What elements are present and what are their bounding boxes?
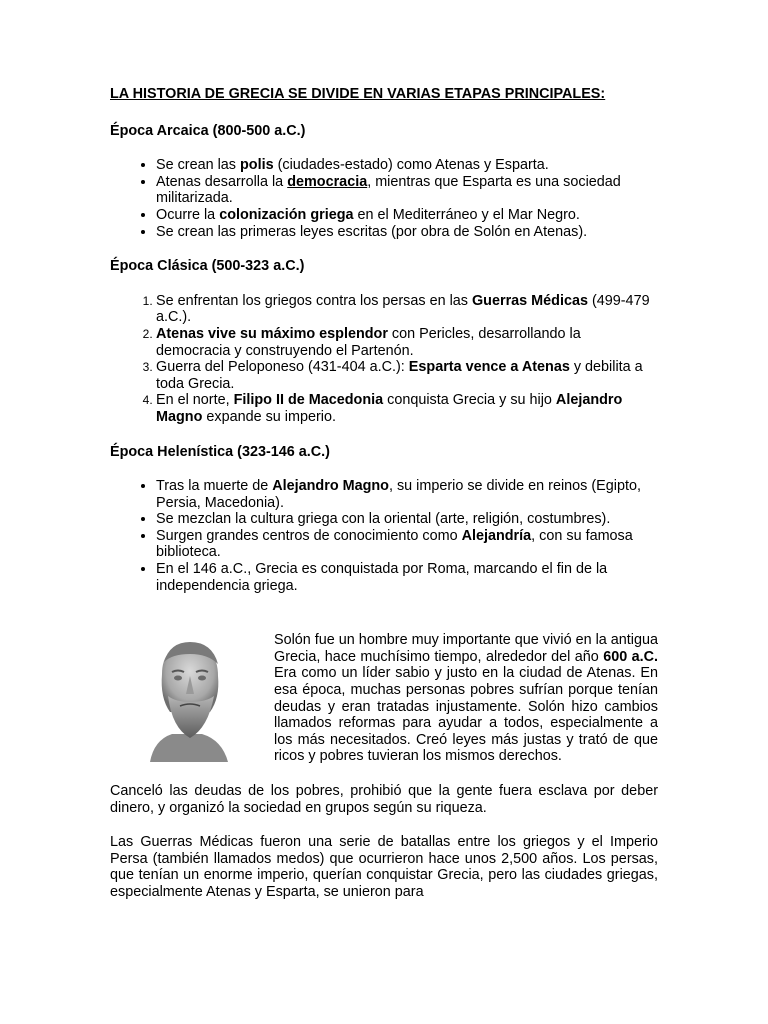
list-item: • Atenas desarrolla la democracia, mientras que Esparta es una sociedad militarizada. — [156, 174, 658, 207]
list-clasica — [110, 293, 658, 426]
list-item: • Tras la muerte de Alejandro Magno, su imperio se divide en reinos (Egipto, Persia, Macedonia). — [156, 478, 658, 511]
medic-wars-paragraph: Las Guerras Médicas fueron una serie de batallas entre los griegos y el Imperio Persa (también llamados medos) que ocurrieron hace unos 2,500 años. Los persas, que tenían un enorme imperio, querían conquistar Grecia, pero las ciudades griegas, especialmente Atenas y Esparta, se unieron para — [110, 834, 658, 900]
list-item: 2. Atenas vive su máximo esplendor con Pericles, desarrollando la democracia y construyendo el Partenón. — [156, 326, 658, 359]
list-item: 4. En el norte, Filipo II de Macedonia conquista Grecia y su hijo Alejandro Magno expande su imperio. — [156, 392, 658, 425]
document-content — [110, 86, 658, 919]
page-title: LA HISTORIA DE GRECIA SE DIVIDE EN VARIAS ETAPAS PRINCIPALES: — [110, 86, 606, 102]
section-title-helenistica: Época Helenística (323-146 a.C.) — [110, 443, 330, 460]
list-item: • Se mezclan la cultura griega con la oriental (arte, religión, costumbres). — [156, 511, 658, 528]
list-item: 1. Se enfrentan los griegos contra los persas en las Guerras Médicas (499-479 a.C.). — [156, 293, 658, 326]
solon-paragraph: Solón fue un hombre muy importante que vivió en la antigua Grecia, hace muchísimo tiempo, alrededor del año 600 a.C. Era como un líder sabio y justo en la ciudad de Atenas. En esa época, muchas personas pobres sufrían porque tenían deudas y eran tratadas injustamente. Solón hizo cambios llamados reformas para ayudar a todos, especialmente a los más necesitados. Creó leyes más justas y trató de que ricos y pobres tuvieran los mismos derechos. — [274, 632, 658, 765]
list-item: • Surgen grandes centros de conocimiento como Alejandría, con su famosa biblioteca. — [156, 528, 658, 561]
section-title-clasica: Época Clásica (500-323 a.C.) — [110, 258, 305, 275]
list-item: • Ocurre la colonización griega en el Mediterráneo y el Mar Negro. — [156, 207, 658, 224]
debts-paragraph: Canceló las deudas de los pobres, prohibió que la gente fuera esclava por deber dinero, y organizó la sociedad en grupos según su riqueza. — [110, 783, 658, 816]
section-title-arcaica: Época Arcaica (800-500 a.C.) — [110, 122, 306, 139]
list-helenistica — [110, 478, 658, 594]
list-item: • Se crean las polis (ciudades-estado) como Atenas y Esparta. — [156, 157, 658, 174]
solon-section — [110, 632, 658, 900]
list-item: • Se crean las primeras leyes escritas (por obra de Solón en Atenas). — [156, 224, 658, 241]
solon-bust-image — [110, 632, 262, 762]
list-item: • En el 146 a.C., Grecia es conquistada por Roma, marcando el fin de la independencia griega. — [156, 561, 658, 594]
list-arcaica — [110, 157, 658, 240]
list-item: 3. Guerra del Peloponeso (431-404 a.C.): Esparta vence a Atenas y debilita a toda Grecia. — [156, 359, 658, 392]
